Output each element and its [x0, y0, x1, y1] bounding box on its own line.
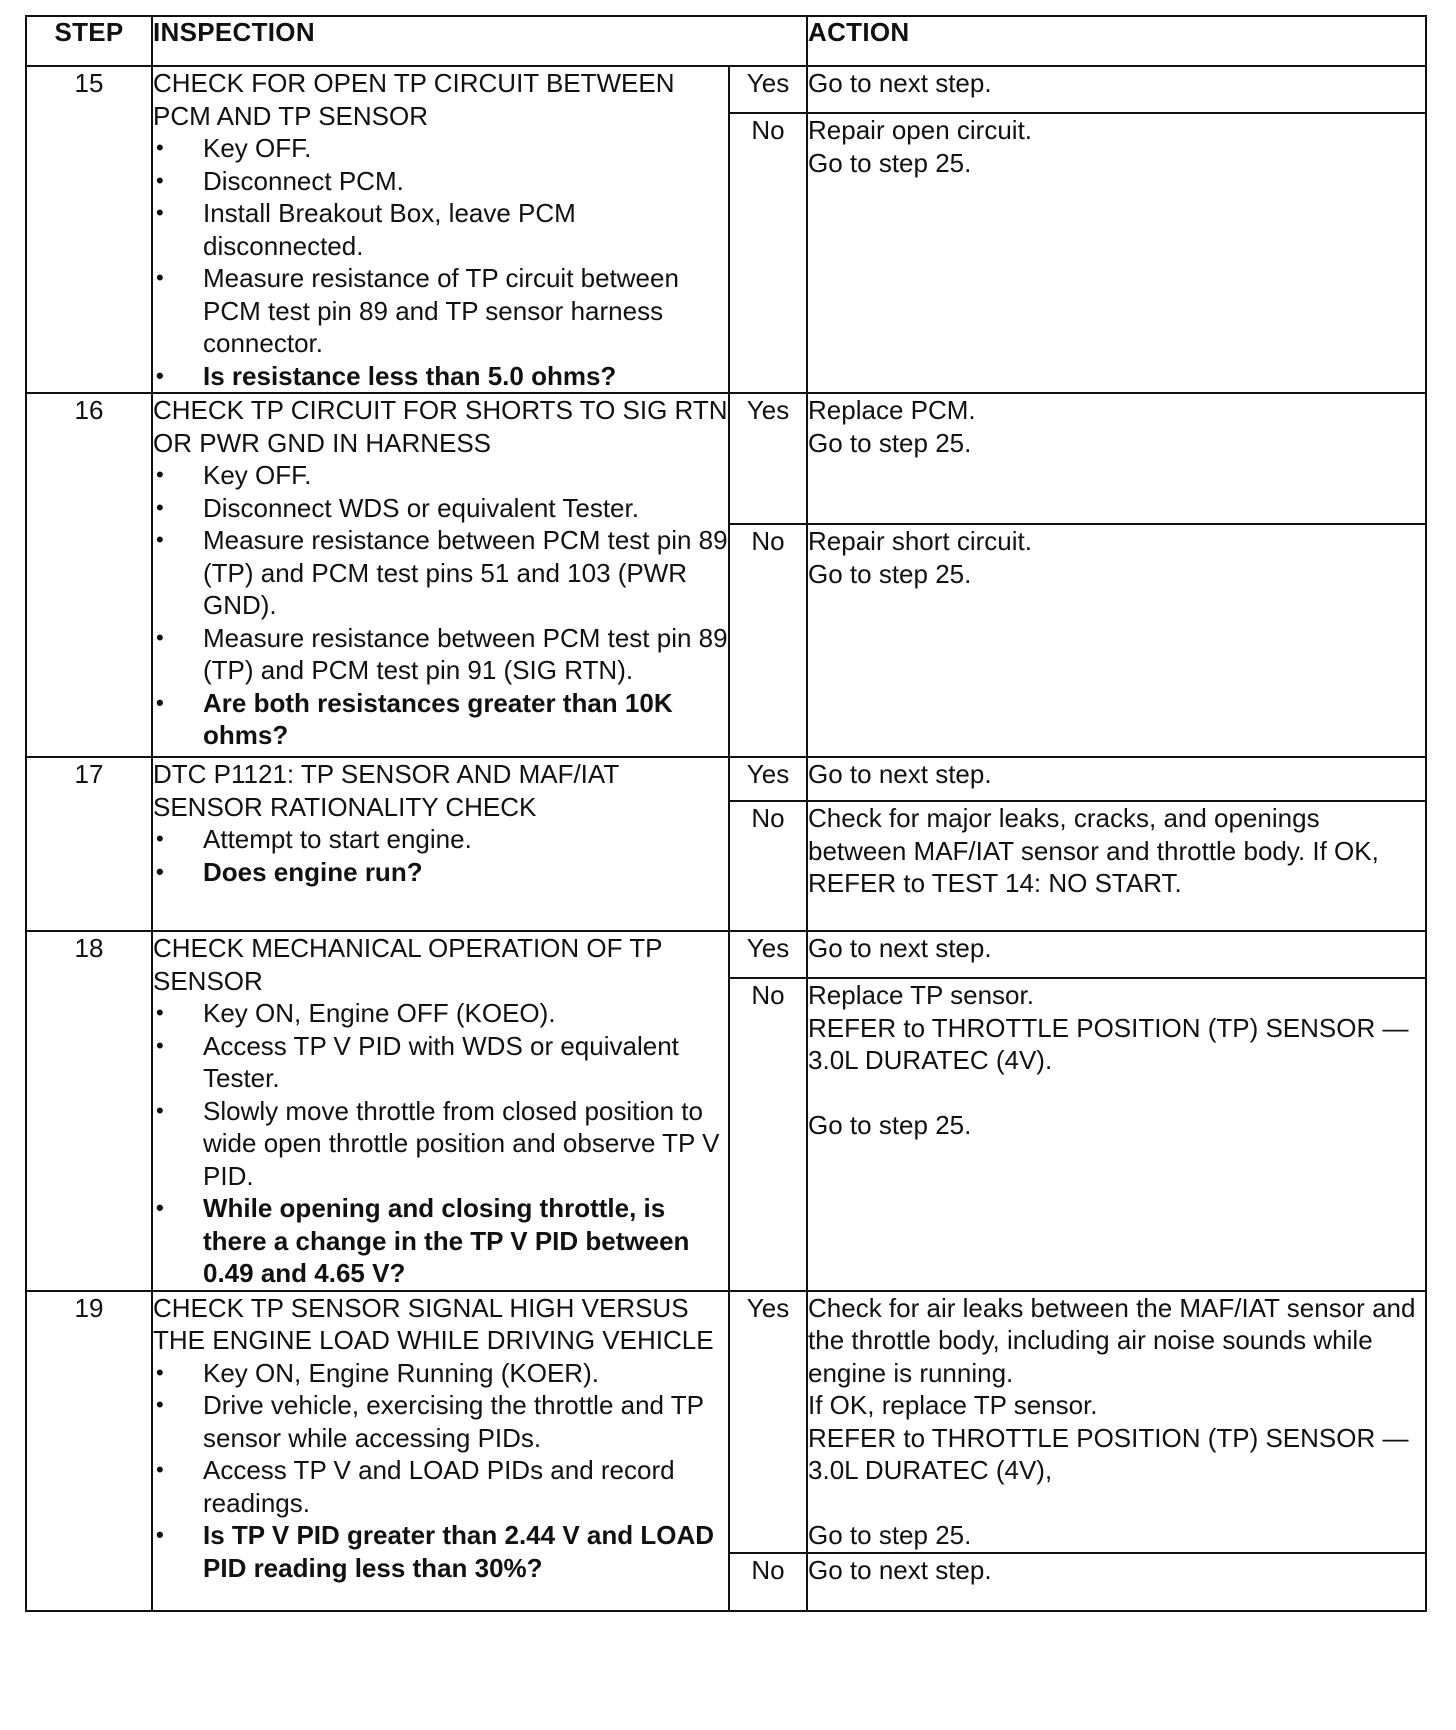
diagnostic-table-page	[25, 15, 1425, 1612]
bullet-icon: •	[156, 1195, 164, 1220]
inspection-bullet	[153, 1357, 728, 1390]
yes-action	[807, 1291, 1426, 1553]
header-row	[26, 16, 1426, 66]
action-line: REFER to THROTTLE POSITION (TP) SENSOR — 3.0L DURATEC (4V).	[808, 1012, 1416, 1076]
yes-label: Yes	[729, 757, 807, 801]
bullet-icon: •	[156, 689, 164, 715]
yes-label: Yes	[729, 66, 807, 113]
action-line: If OK, replace TP sensor.	[808, 1390, 1098, 1420]
action-line	[808, 1487, 1425, 1520]
header-action: ACTION	[807, 16, 1426, 66]
inspection-question	[153, 1192, 728, 1290]
bullet-text: Slowly move throttle from closed position to wide open throttle position and observe TP V PID.	[203, 1095, 720, 1191]
inspection-cell	[152, 757, 729, 931]
bullet-text: Disconnect PCM.	[203, 165, 404, 196]
no-label: No	[729, 524, 807, 757]
table-row	[26, 1291, 1426, 1553]
header-inspection: INSPECTION	[152, 16, 807, 66]
inspection-bullet	[153, 459, 728, 492]
bullet-text: Install Breakout Box, leave PCM disconnected.	[203, 198, 576, 261]
bullet-text: Key OFF.	[203, 460, 312, 490]
bullet-icon: •	[156, 858, 164, 884]
table-row	[26, 931, 1426, 978]
yes-action	[807, 66, 1426, 113]
action-line: Repair open circuit.	[808, 115, 1033, 146]
inspection-list	[153, 1357, 728, 1585]
inspection-title: CHECK TP SENSOR SIGNAL HIGH VERSUS THE ENGINE LOAD WHILE DRIVING VEHICLE	[153, 1292, 714, 1355]
inspection-title: DTC P1121: TP SENSOR AND MAF/IAT SENSOR RATIONALITY CHECK	[153, 759, 619, 822]
inspection-cell	[152, 931, 729, 1291]
step-number: 16	[26, 393, 152, 757]
bullet-icon: •	[156, 1359, 164, 1385]
inspection-bullet	[153, 1389, 728, 1454]
no-label: No	[729, 1553, 807, 1611]
inspection-list	[153, 997, 728, 1290]
step-number: 17	[26, 757, 152, 931]
inspection-question	[153, 856, 728, 889]
inspection-cell	[152, 1291, 729, 1611]
bullet-text: Key ON, Engine Running (KOER).	[203, 1357, 599, 1388]
inspection-bullet	[153, 132, 728, 165]
action-line: Check for air leaks between the MAF/IAT sensor and the throttle body, including air noise sounds while engine is running.	[808, 1292, 1423, 1388]
bullet-icon: •	[156, 1097, 164, 1123]
action-line: Replace PCM.	[808, 395, 976, 425]
bullet-icon: •	[156, 1392, 164, 1417]
inspection-title: CHECK TP CIRCUIT FOR SHORTS TO SIG RTN OR PWR GND IN HARNESS	[153, 395, 728, 458]
table-row	[26, 66, 1426, 113]
bullet-text: Attempt to start engine.	[203, 824, 472, 854]
inspection-question	[153, 687, 728, 752]
no-action	[807, 1553, 1426, 1611]
action-line	[808, 1077, 1425, 1110]
inspection-list	[153, 823, 728, 888]
no-action	[807, 978, 1426, 1290]
no-label: No	[729, 978, 807, 1290]
step-number: 19	[26, 1291, 152, 1611]
bullet-icon: •	[156, 200, 164, 225]
bullet-text: Disconnect WDS or equivalent Tester.	[203, 492, 639, 523]
step-number: 15	[26, 66, 152, 393]
inspection-bullet	[153, 1030, 728, 1095]
no-label: No	[729, 113, 807, 393]
bullet-icon: •	[156, 826, 164, 851]
inspection-bullet	[153, 492, 728, 525]
inspection-bullet	[153, 622, 728, 687]
bullet-text: Measure resistance between PCM test pin 89 (TP) and PCM test pins 51 and 103 (PWR GND).	[203, 525, 728, 620]
table-row	[26, 757, 1426, 801]
inspection-cell	[152, 393, 729, 757]
bullet-icon: •	[156, 1032, 164, 1058]
bullet-icon: •	[156, 527, 164, 552]
bullet-text: Measure resistance between PCM test pin 89 (TP) and PCM test pin 91 (SIG RTN).	[203, 622, 728, 685]
inspection-question	[153, 1519, 728, 1584]
inspection-bullet	[153, 997, 728, 1030]
inspection-list	[153, 132, 728, 392]
question-text: Are both resistances greater than 10K ohms?	[203, 687, 673, 750]
bullet-text: Access TP V and LOAD PIDs and record readings.	[203, 1455, 675, 1518]
question-text: Is TP V PID greater than 2.44 V and LOAD PID reading less than 30%?	[203, 1520, 714, 1583]
no-action	[807, 801, 1426, 931]
action-line: Go to next step.	[808, 759, 992, 789]
inspection-title: CHECK FOR OPEN TP CIRCUIT BETWEEN PCM AND TP SENSOR	[153, 68, 675, 131]
bullet-icon: •	[156, 1000, 164, 1025]
yes-action	[807, 393, 1426, 524]
yes-label: Yes	[729, 931, 807, 978]
no-label: No	[729, 801, 807, 931]
action-line: Go to next step.	[808, 68, 992, 98]
bullet-icon: •	[156, 1522, 164, 1547]
bullet-icon: •	[156, 1457, 164, 1482]
bullet-icon: •	[156, 362, 164, 388]
action-line: REFER to THROTTLE POSITION (TP) SENSOR — 3.0L DURATEC (4V),	[808, 1422, 1416, 1485]
action-line: Check for major leaks, cracks, and openings between MAF/IAT sensor and throttle body. If OK, REFER to TEST 14: NO START.	[808, 803, 1387, 898]
inspection-cell	[152, 66, 729, 393]
question-text: While opening and closing throttle, is there a change in the TP V PID between 0.49 and 4.65 V?	[203, 1193, 690, 1288]
action-line: Go to next step.	[808, 933, 992, 963]
no-action	[807, 113, 1426, 393]
question-text: Is resistance less than 5.0 ohms?	[203, 360, 617, 391]
inspection-question	[153, 360, 728, 393]
action-line: Replace TP sensor.	[808, 980, 1034, 1011]
inspection-bullet	[153, 1095, 728, 1193]
no-action	[807, 524, 1426, 757]
yes-label: Yes	[729, 393, 807, 524]
action-line: Go to step 25.	[808, 1110, 972, 1141]
yes-action	[807, 757, 1426, 801]
bullet-icon: •	[156, 135, 164, 160]
bullet-icon: •	[156, 167, 164, 193]
action-line: Go to step 25.	[808, 427, 972, 458]
table-body	[26, 66, 1426, 1611]
bullet-text: Drive vehicle, exercising the throttle and TP sensor while accessing PIDs.	[203, 1390, 704, 1453]
inspection-bullet	[153, 823, 728, 856]
action-line: Go to step 25.	[808, 147, 972, 178]
bullet-icon: •	[156, 265, 164, 290]
bullet-icon: •	[156, 462, 164, 487]
bullet-text: Key OFF.	[203, 133, 312, 163]
action-line: Go to next step.	[808, 1554, 992, 1585]
inspection-bullet	[153, 197, 728, 262]
inspection-bullet	[153, 262, 728, 360]
yes-action	[807, 931, 1426, 978]
bullet-icon: •	[156, 494, 164, 520]
question-text: Does engine run?	[203, 856, 423, 887]
inspection-bullet	[153, 524, 728, 622]
bullet-text: Measure resistance of TP circuit between PCM test pin 89 and TP sensor harness connector.	[203, 263, 679, 358]
table-row	[26, 393, 1426, 524]
bullet-icon: •	[156, 624, 164, 650]
bullet-text: Key ON, Engine OFF (KOEO).	[203, 998, 556, 1028]
step-number: 18	[26, 931, 152, 1291]
action-line: Go to step 25.	[808, 558, 972, 589]
inspection-bullet	[153, 165, 728, 198]
inspection-title: CHECK MECHANICAL OPERATION OF TP SENSOR	[153, 933, 663, 996]
action-line: Repair short circuit.	[808, 526, 1032, 556]
diagnostic-table	[25, 15, 1427, 1612]
yes-label: Yes	[729, 1291, 807, 1553]
inspection-bullet	[153, 1454, 728, 1519]
header-step: STEP	[26, 16, 152, 66]
inspection-list	[153, 459, 728, 752]
action-line: Go to step 25.	[808, 1520, 972, 1550]
bullet-text: Access TP V PID with WDS or equivalent Tester.	[203, 1030, 679, 1093]
